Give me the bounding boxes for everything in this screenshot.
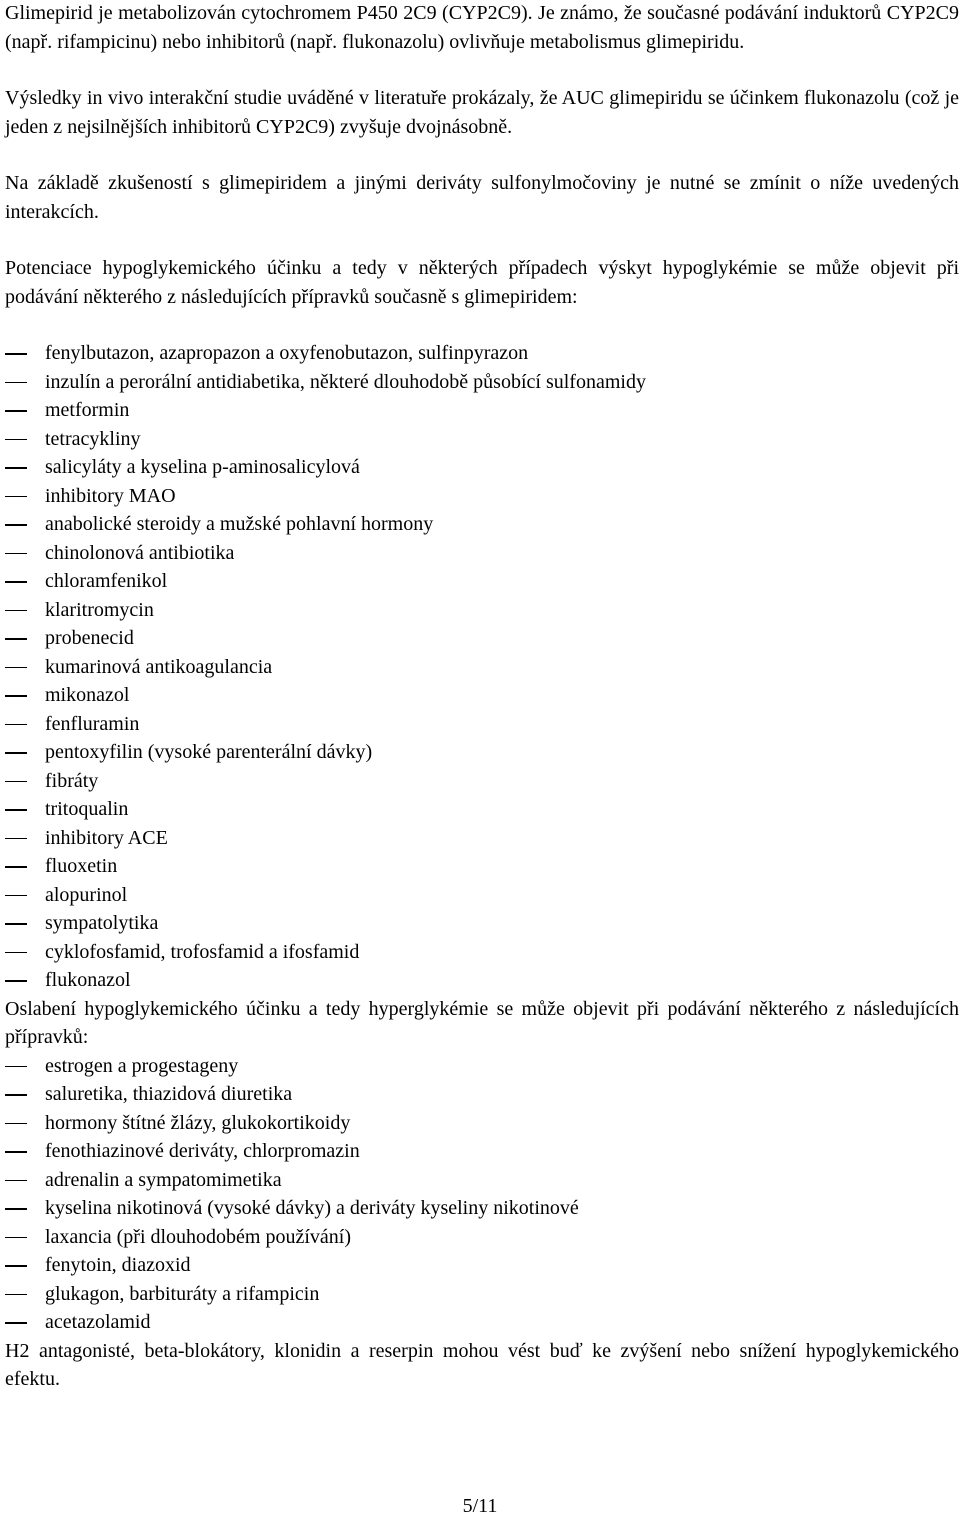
dash-bullet-icon — [5, 1151, 27, 1153]
list-item — [5, 1251, 959, 1280]
list-item-text: flukonazol — [45, 969, 131, 991]
list-item — [5, 567, 959, 596]
list-item — [5, 453, 959, 482]
list-item-text: laxancia (při dlouhodobém používání) — [45, 1225, 352, 1248]
list-item — [5, 368, 959, 397]
paragraph-h2-antagonists: H2 antagonisté, beta-blokátory, klonidin a reserpin mohou vést buď ke zvýšení nebo snížení hypoglykemického efektu. — [5, 1339, 959, 1390]
dash-bullet-icon — [5, 980, 27, 982]
dash-bullet-icon — [5, 1294, 27, 1296]
list-item-text: chloramfenikol — [45, 570, 168, 592]
list-item — [5, 767, 959, 796]
list-item-text: hormony štítné žlázy, glukokortikoidy — [45, 1111, 351, 1134]
list-item — [5, 1109, 959, 1138]
dash-bullet-icon — [5, 496, 27, 498]
dash-bullet-icon — [5, 1237, 27, 1239]
dash-bullet-icon — [5, 866, 27, 868]
list-item — [5, 339, 959, 368]
list-item-text: salicyláty a kyselina p-aminosalicylová — [45, 456, 360, 478]
list-item-text: metformin — [45, 399, 130, 421]
list-item — [5, 624, 959, 653]
list-item-text: tritoqualin — [45, 798, 129, 820]
list-item-text: chinolonová antibiotika — [45, 541, 235, 564]
dash-bullet-icon — [5, 895, 27, 897]
list-item-text: anabolické steroidy a mužské pohlavní hormony — [45, 513, 434, 535]
dash-bullet-icon — [5, 952, 27, 954]
list-item — [5, 710, 959, 739]
list-item — [5, 396, 959, 425]
list-item-text: acetazolamid — [45, 1311, 151, 1333]
list-item — [5, 1052, 959, 1081]
list-item-text: kumarinová antikoagulancia — [45, 655, 273, 678]
list-item — [5, 1166, 959, 1195]
dash-bullet-icon — [5, 809, 27, 811]
list-item — [5, 909, 959, 938]
list-item-text: inhibitory ACE — [45, 826, 168, 849]
list-item-text: fibráty — [45, 769, 99, 792]
dash-bullet-icon — [5, 353, 27, 355]
dash-bullet-icon — [5, 382, 27, 384]
dash-bullet-icon — [5, 1322, 27, 1324]
paragraph-weakening-intro: Oslabení hypoglykemického účinku a tedy hyperglykémie se může objevit při podávání některého z následujících přípravků: — [5, 997, 959, 1048]
list-item-text: mikonazol — [45, 684, 130, 706]
list-item-text: klaritromycin — [45, 598, 154, 621]
dash-bullet-icon — [5, 1123, 27, 1125]
dash-bullet-icon — [5, 439, 27, 441]
list-item-text: adrenalin a sympatomimetika — [45, 1168, 282, 1191]
list-item-text: probenecid — [45, 627, 134, 649]
list-item — [5, 1223, 959, 1252]
list-item-text: sympatolytika — [45, 912, 159, 934]
dash-bullet-icon — [5, 553, 27, 555]
list-item-text: fenothiazinové deriváty, chlorpromazin — [45, 1140, 360, 1162]
dash-bullet-icon — [5, 724, 27, 726]
list-item — [5, 1137, 959, 1166]
list-item — [5, 596, 959, 625]
dash-bullet-icon — [5, 410, 27, 412]
paragraph-metabolism: Glimepirid je metabolizován cytochromem P450 2C9 (CYP2C9). Je známo, že současné podávání induktorů CYP2C9 (např. rifampicinu) nebo inhibitorů (např. flukonazolu) ovlivňuje metabolismus glimepiridu. — [5, 2, 959, 53]
dash-bullet-icon — [5, 1180, 27, 1182]
dash-bullet-icon — [5, 467, 27, 469]
list-item-text: pentoxyfilin (vysoké parenterální dávky) — [45, 741, 373, 763]
dash-bullet-icon — [5, 781, 27, 783]
list-item — [5, 881, 959, 910]
list-item — [5, 1080, 959, 1109]
dash-bullet-icon — [5, 581, 27, 583]
dash-bullet-icon — [5, 638, 27, 640]
list-item — [5, 1194, 959, 1223]
list-item-text: alopurinol — [45, 883, 128, 906]
dash-bullet-icon — [5, 667, 27, 669]
dash-bullet-icon — [5, 1208, 27, 1210]
list-item — [5, 681, 959, 710]
list-item — [5, 966, 959, 995]
page-number: 5/11 — [462, 1495, 498, 1517]
list-item-text: fenylbutazon, azapropazon a oxyfenobutazon, sulfinpyrazon — [45, 342, 529, 364]
dash-bullet-icon — [5, 923, 27, 925]
dash-bullet-icon — [5, 695, 27, 697]
dash-bullet-icon — [5, 1265, 27, 1267]
list-item — [5, 653, 959, 682]
list-item — [5, 425, 959, 454]
paragraph-experience: Na základě zkušeností s glimepiridem a jinými deriváty sulfonylmočoviny je nutné se zmínit o níže uvedených interakcích. — [5, 172, 959, 223]
list-item — [5, 795, 959, 824]
dash-bullet-icon — [5, 1094, 27, 1096]
list-item-text: tetracykliny — [45, 427, 141, 450]
weakening-list — [5, 1052, 959, 1337]
list-item — [5, 482, 959, 511]
list-item-text: inhibitory MAO — [45, 484, 176, 507]
list-item — [5, 852, 959, 881]
list-item — [5, 738, 959, 767]
dash-bullet-icon — [5, 610, 27, 612]
list-item — [5, 510, 959, 539]
list-item-text: cyklofosfamid, trofosfamid a ifosfamid — [45, 940, 360, 963]
list-item — [5, 539, 959, 568]
list-item-text: fluoxetin — [45, 855, 118, 877]
paragraph-potentiation-intro: Potenciace hypoglykemického účinku a tedy v některých případech výskyt hypoglykémie se může objevit při podávání některého z následujících přípravků současně s glimepiridem: — [5, 257, 959, 308]
potentiation-list — [5, 339, 959, 995]
list-item-text: glukagon, barbituráty a rifampicin — [45, 1282, 320, 1305]
document-page — [5, 0, 959, 1394]
list-item-text: kyselina nikotinová (vysoké dávky) a deriváty kyseliny nikotinové — [45, 1197, 579, 1219]
list-item-text: fenytoin, diazoxid — [45, 1254, 191, 1276]
list-item — [5, 1280, 959, 1309]
list-item-text: inzulín a perorální antidiabetika, některé dlouhodobě působící sulfonamidy — [45, 370, 646, 393]
dash-bullet-icon — [5, 838, 27, 840]
list-item-text: fenfluramin — [45, 712, 140, 735]
list-item-text: saluretika, thiazidová diuretika — [45, 1083, 293, 1105]
dash-bullet-icon — [5, 1066, 27, 1068]
list-item — [5, 1308, 959, 1337]
list-item-text: estrogen a progestageny — [45, 1054, 239, 1077]
paragraph-interaction-study: Výsledky in vivo interakční studie uváděné v literatuře prokázaly, že AUC glimepiridu se účinkem flukonazolu (což je jeden z nejsilnějších inhibitorů CYP2C9) zvyšuje dvojnásobně. — [5, 87, 959, 138]
list-item — [5, 938, 959, 967]
dash-bullet-icon — [5, 752, 27, 754]
dash-bullet-icon — [5, 524, 27, 526]
list-item — [5, 824, 959, 853]
